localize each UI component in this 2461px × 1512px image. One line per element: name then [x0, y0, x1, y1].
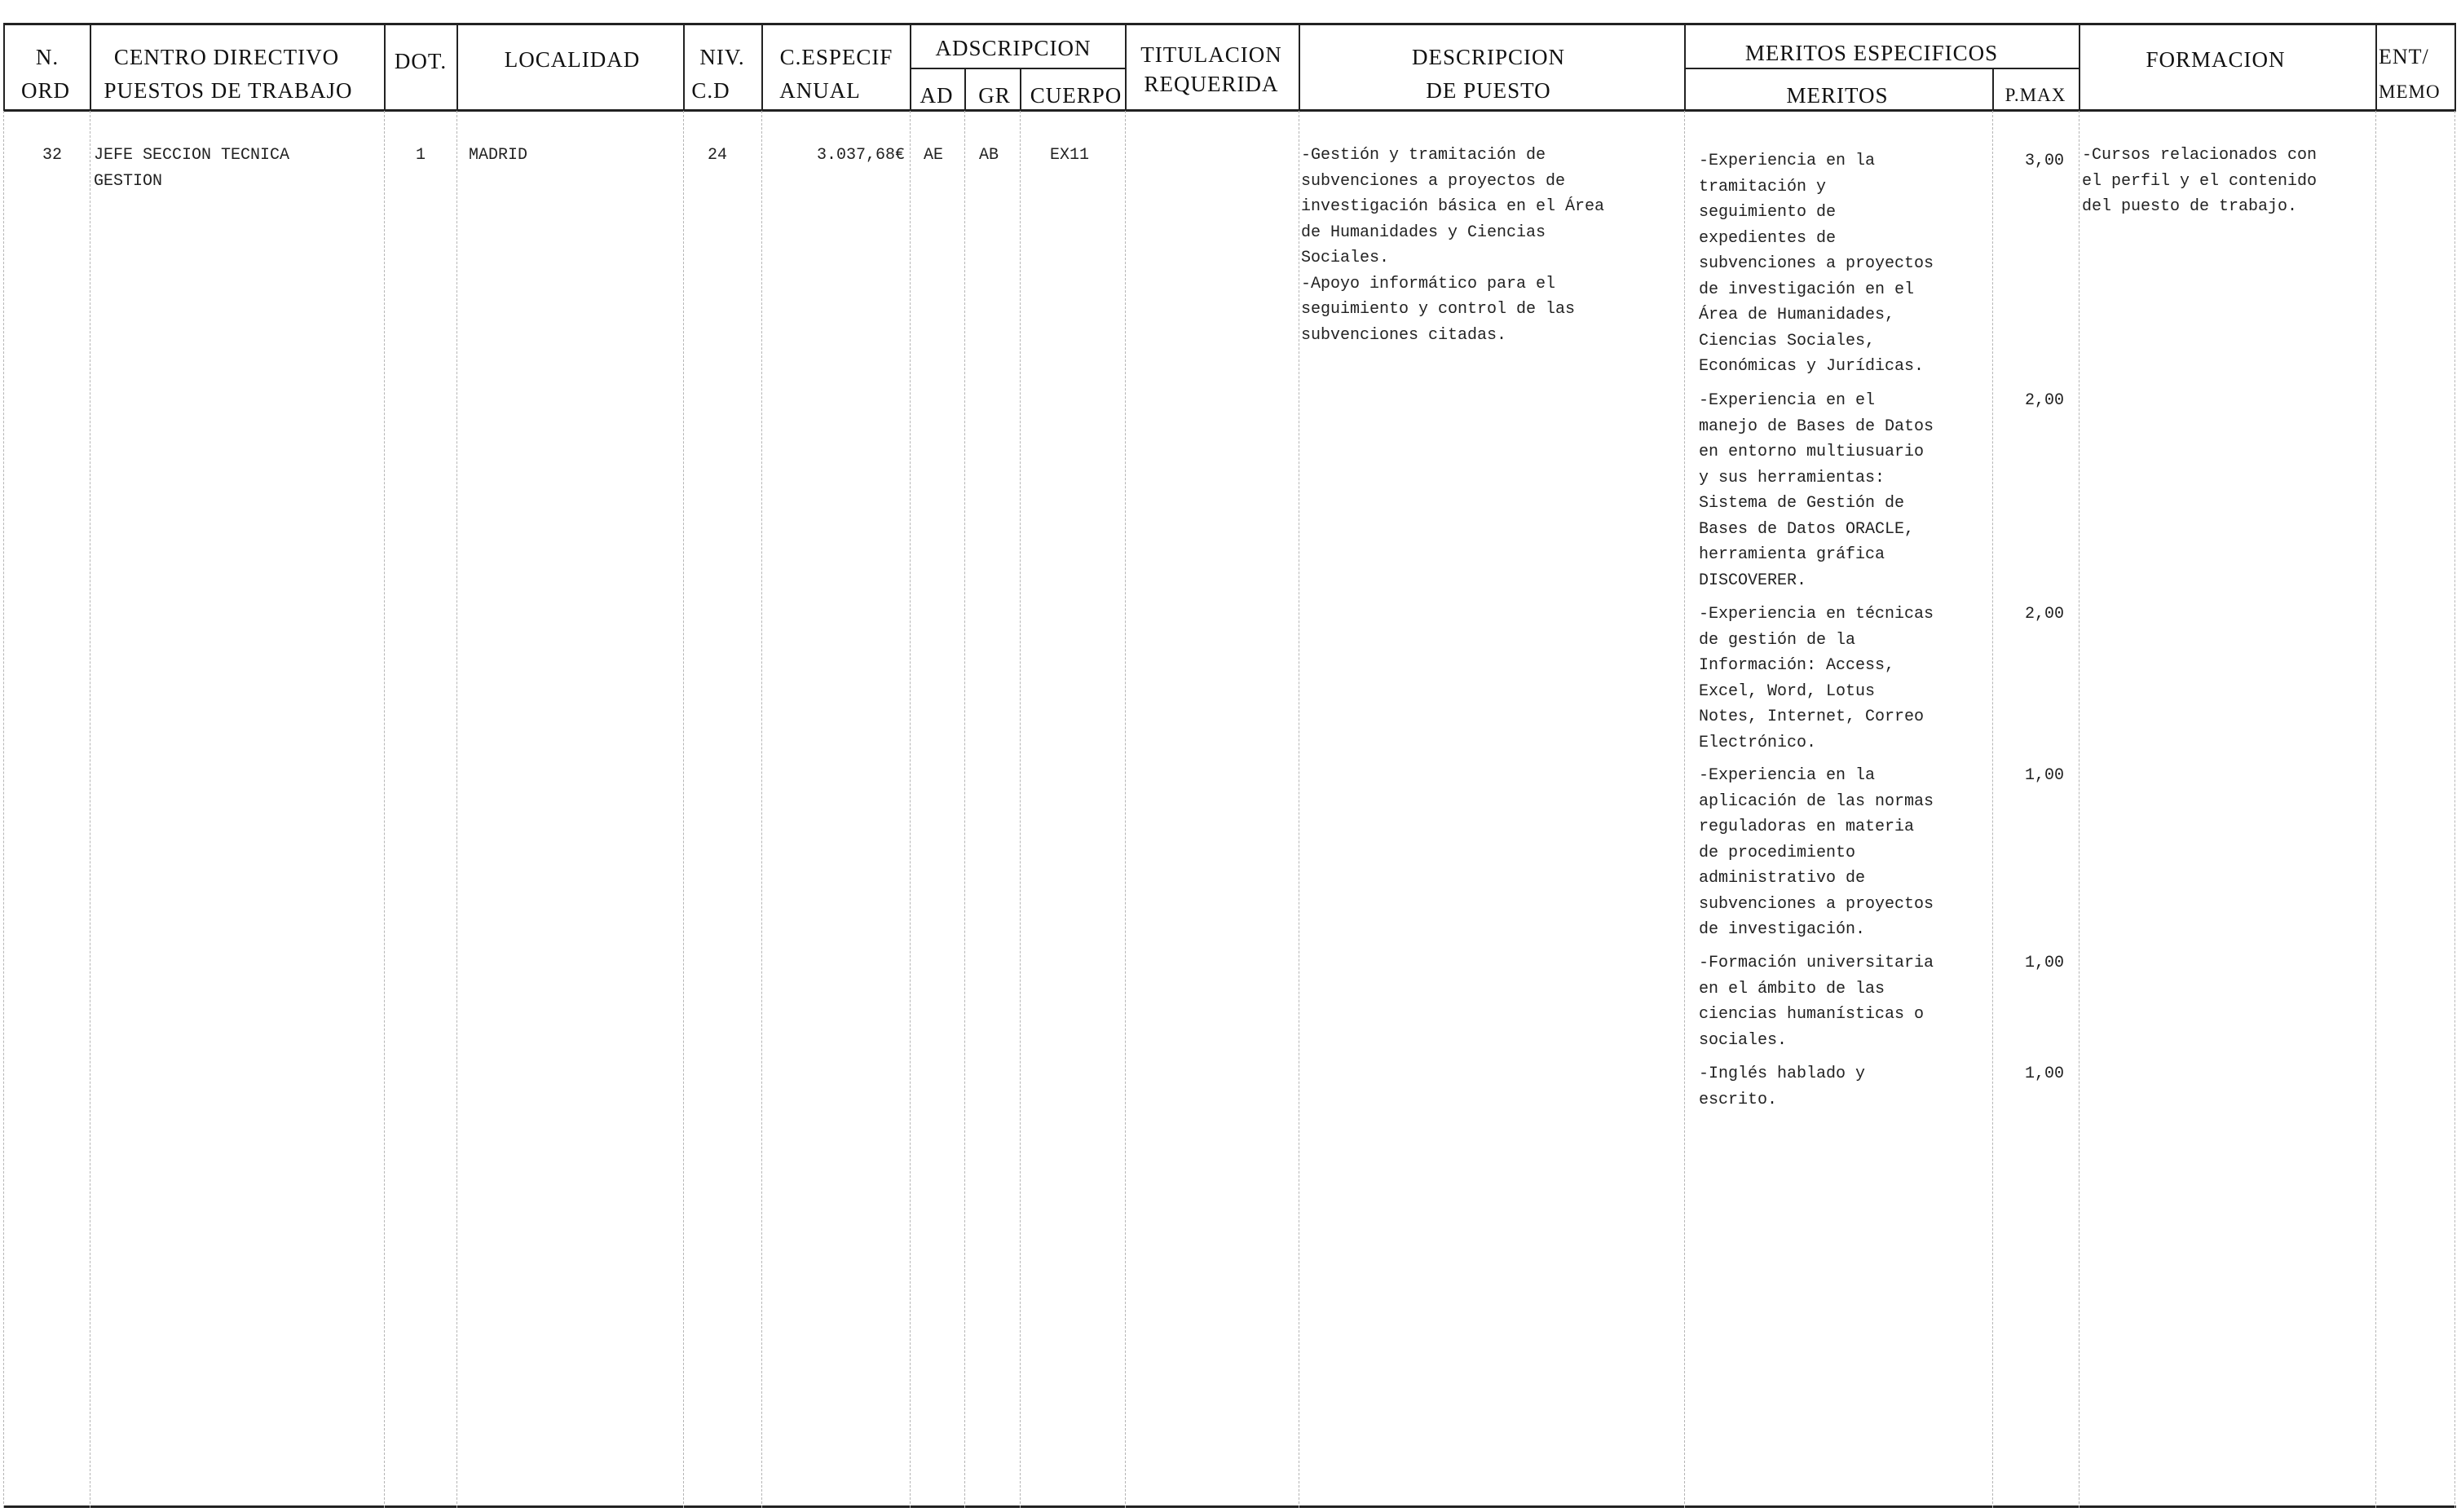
merito-text: -Experiencia en la tramitación y seguimiento de expedientes de subvenciones a proyectos de investigación en el Área de Humanidades, Ciencias Sociales, Económicas y Jurídicas.: [1699, 152, 1934, 376]
merito-pmax: 1,00: [2024, 1065, 2064, 1083]
cell-gr: AB: [979, 146, 999, 165]
header-ad: AD: [920, 83, 954, 108]
meritos-subrule: [1684, 68, 2079, 69]
merito-text: -Inglés hablado y escrito.: [1699, 1065, 1866, 1109]
body-col-sep: [1020, 111, 1021, 1508]
merito-text: -Experiencia en la aplicación de las normas reguladoras en materia de procedimiento administrativo de subvenciones a proyectos de investigación.: [1699, 766, 1934, 939]
col-sep: [1684, 23, 1686, 111]
col-sep: [1992, 69, 1994, 111]
header-niv-2: C.D: [691, 78, 730, 103]
body-col-sep: [1684, 111, 1685, 1508]
col-sep: [456, 23, 458, 111]
header-meritos: MERITOS: [1786, 83, 1889, 108]
header-n-ord-1: N.: [35, 45, 60, 69]
header-adscripcion: ADSCRIPCION: [935, 36, 1092, 60]
col-sep: [1125, 23, 1127, 111]
merito-pmax: 1,00: [2024, 954, 2064, 972]
body-col-sep: [456, 111, 457, 1508]
col-sep: [683, 23, 685, 111]
col-sep: [1020, 69, 1021, 111]
body-col-sep: [1992, 111, 1993, 1508]
col-sep: [2079, 23, 2080, 111]
merito-text: -Experiencia en el manejo de Bases de Datos en entorno multiusuario y sus herramientas: Sistema de Gestión de Bases de Datos ORACLE, herramienta gráfica DISCOVERER.: [1699, 391, 1934, 590]
header-cesp-2: ANUAL: [779, 78, 861, 103]
header-n-ord-2: ORD: [20, 78, 71, 103]
header-memo: MEMO: [2379, 82, 2441, 102]
body-col-sep: [910, 111, 911, 1508]
header-gr: GR: [978, 83, 1011, 108]
merito-pmax: 1,00: [2024, 766, 2064, 785]
header-pmax: P.MAX: [2005, 85, 2066, 105]
header-niv-1: NIV.: [699, 45, 745, 69]
body-col-sep: [2454, 111, 2455, 1508]
header-dot: DOT.: [394, 49, 448, 73]
body-col-sep: [1125, 111, 1126, 1508]
cell-puesto: JEFE SECCION TECNICA GESTION: [94, 146, 290, 191]
header-bottom-rule: [3, 109, 2456, 112]
col-sep: [910, 23, 911, 111]
header-formacion: FORMACION: [2146, 47, 2286, 72]
body-col-sep: [761, 111, 762, 1508]
header-cuerpo: CUERPO: [1030, 83, 1122, 108]
merito-pmax: 2,00: [2024, 391, 2064, 410]
header-titulacion-2: REQUERIDA: [1144, 72, 1279, 96]
cell-ad: AE: [924, 146, 944, 165]
header-titulacion-1: TITULACION: [1140, 42, 1282, 67]
cell-localidad: MADRID: [469, 146, 528, 165]
body-col-sep: [683, 111, 684, 1508]
body-col-sep: [2079, 111, 2080, 1508]
body-col-sep: [2375, 111, 2376, 1508]
col-sep: [2375, 23, 2377, 111]
cell-dot: 1: [415, 146, 426, 165]
table-frame: [3, 23, 2456, 1508]
merito-pmax: 3,00: [2024, 152, 2064, 170]
body-col-sep: [3, 111, 4, 1508]
merito-text: -Experiencia en técnicas de gestión de la Información: Access, Excel, Word, Lotus Notes, Internet, Correo Electrónico.: [1699, 605, 1934, 752]
cell-descripcion: -Gestión y tramitación de subvenciones a proyectos de investigación básica en el Área de Humanidades y Ciencias Sociales. -Apoyo informático para el seguimiento y control de las subvenciones citadas.: [1301, 146, 1605, 345]
header-cesp-1: C.ESPECIF: [779, 45, 893, 69]
header-ent: ENT/: [2379, 45, 2429, 68]
col-sep: [384, 23, 386, 111]
col-sep: [1299, 23, 1300, 111]
cell-n-ord: 32: [42, 146, 62, 165]
body-col-sep: [964, 111, 965, 1508]
body-col-sep: [384, 111, 385, 1508]
header-descripcion-1: DESCRIPCION: [1411, 45, 1566, 69]
cell-cuerpo: EX11: [1050, 146, 1090, 165]
header-localidad: LOCALIDAD: [504, 47, 641, 72]
header-meritos-especificos: MERITOS ESPECIFICOS: [1744, 41, 1999, 65]
col-sep: [761, 23, 763, 111]
cell-niv: 24: [708, 146, 728, 165]
cell-cesp: 3.037,68€: [816, 146, 905, 165]
col-sep: [90, 23, 91, 111]
header-centro-2: PUESTOS DE TRABAJO: [104, 78, 353, 103]
merito-text: -Formación universitaria en el ámbito de las ciencias humanísticas o sociales.: [1699, 954, 1934, 1050]
merito-pmax: 2,00: [2024, 605, 2064, 624]
header-descripcion-2: DE PUESTO: [1426, 78, 1551, 103]
adscripcion-subrule: [910, 68, 1125, 69]
col-sep: [964, 69, 966, 111]
header-centro-1: CENTRO DIRECTIVO: [113, 45, 340, 69]
col-sep: [3, 23, 5, 111]
col-sep: [2454, 23, 2456, 111]
cell-formacion: -Cursos relacionados con el perfil y el contenido del puesto de trabajo.: [2082, 146, 2318, 216]
